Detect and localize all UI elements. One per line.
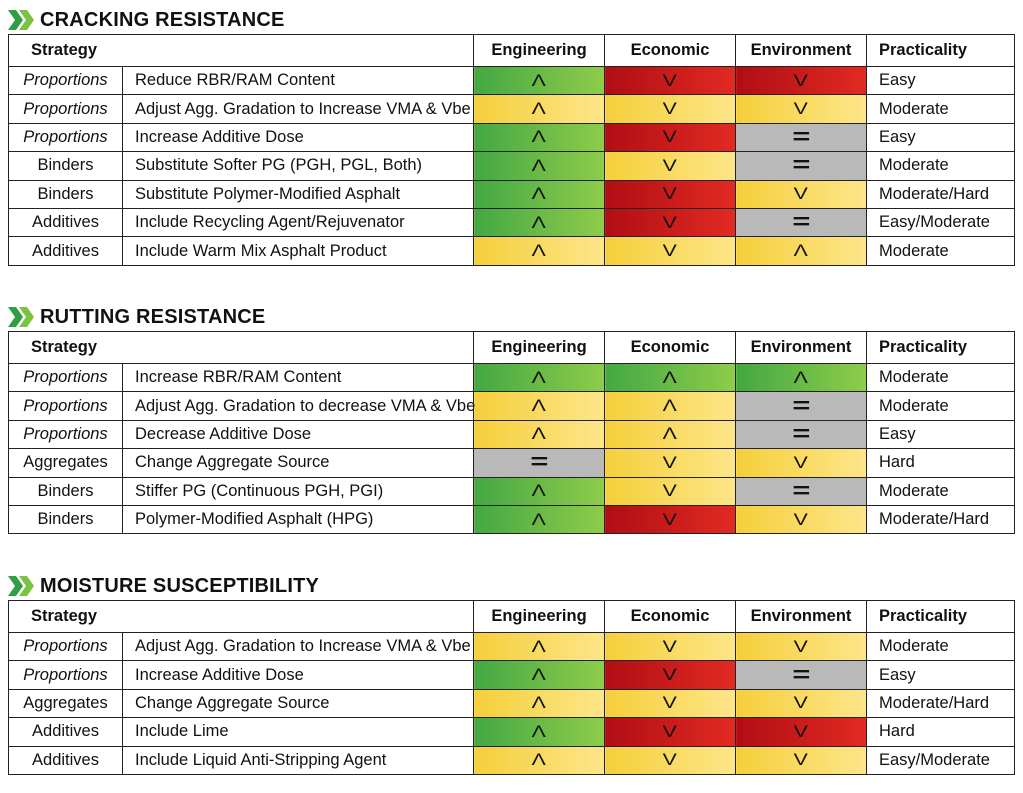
- category-cell: Aggregates: [9, 449, 123, 477]
- table-row: [9, 67, 1015, 95]
- table-row: [9, 364, 1015, 392]
- header-environment: Environment: [736, 601, 867, 633]
- table-row: [9, 420, 1015, 448]
- engineering-rating-cell: [474, 449, 605, 477]
- description-cell: Change Aggregate Source: [123, 689, 474, 717]
- practicality-cell: Moderate: [867, 95, 1015, 123]
- environment-rating-symbol: =: [791, 420, 810, 446]
- engineering-rating-cell: [474, 718, 605, 746]
- engineering-rating-symbol: Λ: [531, 509, 547, 529]
- practicality-cell: Easy/Moderate: [867, 208, 1015, 236]
- environment-rating-symbol: V: [793, 99, 809, 119]
- environment-rating-symbol: V: [793, 509, 809, 529]
- economic-rating-cell: [605, 689, 736, 717]
- description-cell: Adjust Agg. Gradation to decrease VMA & Vbe: [123, 392, 474, 420]
- table-row: [9, 746, 1015, 774]
- header-engineering: Engineering: [474, 601, 605, 633]
- section-title-text: RUTTING RESISTANCE: [40, 305, 266, 328]
- economic-rating-symbol: V: [662, 452, 678, 472]
- practicality-cell: Moderate: [867, 364, 1015, 392]
- description-cell: Increase RBR/RAM Content: [123, 364, 474, 392]
- engineering-rating-cell: [474, 420, 605, 448]
- category-cell: Proportions: [9, 633, 123, 661]
- description-cell: Include Lime: [123, 718, 474, 746]
- environment-rating-symbol: =: [791, 209, 810, 235]
- engineering-rating-cell: [474, 208, 605, 236]
- description-cell: Stiffer PG (Continuous PGH, PGI): [123, 477, 474, 505]
- environment-rating-symbol: V: [793, 750, 809, 770]
- header-environment: Environment: [736, 35, 867, 67]
- category-cell: Aggregates: [9, 689, 123, 717]
- header-environment: Environment: [736, 332, 867, 364]
- environment-rating-symbol: Λ: [793, 241, 809, 261]
- engineering-rating-cell: [474, 477, 605, 505]
- category-cell: Additives: [9, 746, 123, 774]
- engineering-rating-cell: [474, 152, 605, 180]
- section-moisture-susceptibility: [8, 572, 1014, 775]
- economic-rating-symbol: V: [662, 509, 678, 529]
- description-cell: Adjust Agg. Gradation to Increase VMA & Vbe: [123, 95, 474, 123]
- section-title-text: CRACKING RESISTANCE: [40, 8, 285, 31]
- practicality-cell: Moderate/Hard: [867, 180, 1015, 208]
- environment-rating-cell: [736, 420, 867, 448]
- practicality-cell: Easy: [867, 123, 1015, 151]
- table-row: [9, 449, 1015, 477]
- section-title: [8, 572, 1014, 600]
- engineering-rating-symbol: Λ: [531, 99, 547, 119]
- engineering-rating-symbol: Λ: [531, 636, 547, 656]
- description-cell: Reduce RBR/RAM Content: [123, 67, 474, 95]
- engineering-rating-cell: [474, 633, 605, 661]
- header-engineering: Engineering: [474, 35, 605, 67]
- practicality-cell: Hard: [867, 449, 1015, 477]
- category-cell: Additives: [9, 718, 123, 746]
- category-cell: Binders: [9, 152, 123, 180]
- economic-rating-symbol: V: [662, 665, 678, 685]
- economic-rating-symbol: V: [662, 636, 678, 656]
- section-cracking-resistance: [8, 6, 1014, 266]
- economic-rating-cell: [605, 718, 736, 746]
- table-row: [9, 208, 1015, 236]
- environment-rating-cell: [736, 689, 867, 717]
- environment-rating-cell: [736, 180, 867, 208]
- category-cell: Proportions: [9, 392, 123, 420]
- header-row: [9, 332, 1015, 364]
- table-row: [9, 661, 1015, 689]
- category-cell: Binders: [9, 180, 123, 208]
- economic-rating-cell: [605, 633, 736, 661]
- engineering-rating-symbol: Λ: [531, 693, 547, 713]
- engineering-rating-cell: [474, 746, 605, 774]
- header-practicality: Practicality: [867, 35, 1015, 67]
- strategy-table: [8, 600, 1015, 775]
- environment-rating-cell: [736, 67, 867, 95]
- category-cell: Binders: [9, 505, 123, 533]
- engineering-rating-symbol: Λ: [531, 184, 547, 204]
- header-row: [9, 35, 1015, 67]
- economic-rating-symbol: Λ: [662, 424, 678, 444]
- category-cell: Proportions: [9, 123, 123, 151]
- economic-rating-cell: [605, 477, 736, 505]
- practicality-cell: Moderate: [867, 477, 1015, 505]
- practicality-cell: Easy: [867, 420, 1015, 448]
- economic-rating-symbol: V: [662, 155, 678, 175]
- economic-rating-cell: [605, 420, 736, 448]
- environment-rating-symbol: =: [791, 477, 810, 503]
- environment-rating-symbol: V: [793, 721, 809, 741]
- description-cell: Adjust Agg. Gradation to Increase VMA & Vbe: [123, 633, 474, 661]
- header-economic: Economic: [605, 332, 736, 364]
- environment-rating-symbol: Λ: [793, 367, 809, 387]
- category-cell: Proportions: [9, 95, 123, 123]
- header-economic: Economic: [605, 35, 736, 67]
- practicality-cell: Moderate: [867, 392, 1015, 420]
- economic-rating-symbol: V: [662, 481, 678, 501]
- table-row: [9, 123, 1015, 151]
- engineering-rating-symbol: Λ: [531, 665, 547, 685]
- engineering-rating-symbol: Λ: [531, 155, 547, 175]
- environment-rating-cell: [736, 95, 867, 123]
- category-cell: Proportions: [9, 67, 123, 95]
- description-cell: Polymer-Modified Asphalt (HPG): [123, 505, 474, 533]
- header-strategy: Strategy: [9, 601, 474, 633]
- environment-rating-cell: [736, 123, 867, 151]
- category-cell: Proportions: [9, 420, 123, 448]
- header-strategy: Strategy: [9, 332, 474, 364]
- practicality-cell: Moderate: [867, 633, 1015, 661]
- economic-rating-symbol: V: [662, 99, 678, 119]
- table-row: [9, 633, 1015, 661]
- engineering-rating-symbol: =: [529, 449, 548, 475]
- economic-rating-symbol: V: [662, 241, 678, 261]
- section-title: [8, 303, 1014, 331]
- table-row: [9, 477, 1015, 505]
- economic-rating-symbol: Λ: [662, 396, 678, 416]
- engineering-rating-cell: [474, 123, 605, 151]
- description-cell: Include Liquid Anti-Stripping Agent: [123, 746, 474, 774]
- economic-rating-cell: [605, 661, 736, 689]
- economic-rating-cell: [605, 152, 736, 180]
- engineering-rating-symbol: Λ: [531, 721, 547, 741]
- header-engineering: Engineering: [474, 332, 605, 364]
- double-chevron-icon: [8, 306, 34, 328]
- engineering-rating-cell: [474, 661, 605, 689]
- category-cell: Binders: [9, 477, 123, 505]
- engineering-rating-cell: [474, 392, 605, 420]
- economic-rating-cell: [605, 95, 736, 123]
- economic-rating-symbol: V: [662, 212, 678, 232]
- category-cell: Additives: [9, 237, 123, 265]
- engineering-rating-cell: [474, 689, 605, 717]
- economic-rating-symbol: Λ: [662, 367, 678, 387]
- strategy-table: [8, 34, 1015, 266]
- table-row: [9, 505, 1015, 533]
- description-cell: Decrease Additive Dose: [123, 420, 474, 448]
- environment-rating-symbol: V: [793, 693, 809, 713]
- economic-rating-cell: [605, 746, 736, 774]
- environment-rating-cell: [736, 364, 867, 392]
- header-strategy: Strategy: [9, 35, 474, 67]
- double-chevron-icon: [8, 9, 34, 31]
- engineering-rating-symbol: Λ: [531, 481, 547, 501]
- engineering-rating-symbol: Λ: [531, 212, 547, 232]
- environment-rating-symbol: =: [791, 152, 810, 178]
- strategy-table: [8, 331, 1015, 534]
- economic-rating-cell: [605, 364, 736, 392]
- environment-rating-cell: [736, 746, 867, 774]
- engineering-rating-cell: [474, 505, 605, 533]
- environment-rating-cell: [736, 237, 867, 265]
- section-title: [8, 6, 1014, 34]
- environment-rating-symbol: V: [793, 184, 809, 204]
- header-economic: Economic: [605, 601, 736, 633]
- section-rutting-resistance: [8, 303, 1014, 534]
- table-row: [9, 718, 1015, 746]
- double-chevron-icon: [8, 575, 34, 597]
- economic-rating-cell: [605, 67, 736, 95]
- engineering-rating-cell: [474, 67, 605, 95]
- table-row: [9, 152, 1015, 180]
- economic-rating-cell: [605, 449, 736, 477]
- description-cell: Include Recycling Agent/Rejuvenator: [123, 208, 474, 236]
- category-cell: Additives: [9, 208, 123, 236]
- environment-rating-cell: [736, 718, 867, 746]
- economic-rating-cell: [605, 505, 736, 533]
- economic-rating-symbol: V: [662, 750, 678, 770]
- engineering-rating-cell: [474, 237, 605, 265]
- table-row: [9, 689, 1015, 717]
- description-cell: Increase Additive Dose: [123, 661, 474, 689]
- description-cell: Substitute Polymer-Modified Asphalt: [123, 180, 474, 208]
- economic-rating-symbol: V: [662, 70, 678, 90]
- environment-rating-symbol: V: [793, 636, 809, 656]
- engineering-rating-cell: [474, 364, 605, 392]
- practicality-cell: Moderate: [867, 152, 1015, 180]
- category-cell: Proportions: [9, 364, 123, 392]
- environment-rating-symbol: =: [791, 123, 810, 149]
- engineering-rating-symbol: Λ: [531, 127, 547, 147]
- section-title-text: MOISTURE SUSCEPTIBILITY: [40, 574, 320, 597]
- table-row: [9, 180, 1015, 208]
- engineering-rating-symbol: Λ: [531, 70, 547, 90]
- environment-rating-cell: [736, 152, 867, 180]
- practicality-cell: Moderate/Hard: [867, 689, 1015, 717]
- economic-rating-symbol: V: [662, 721, 678, 741]
- engineering-rating-symbol: Λ: [531, 367, 547, 387]
- economic-rating-cell: [605, 123, 736, 151]
- header-row: [9, 601, 1015, 633]
- practicality-cell: Moderate/Hard: [867, 505, 1015, 533]
- environment-rating-cell: [736, 633, 867, 661]
- practicality-cell: Easy: [867, 661, 1015, 689]
- economic-rating-symbol: V: [662, 693, 678, 713]
- economic-rating-symbol: V: [662, 127, 678, 147]
- environment-rating-cell: [736, 661, 867, 689]
- practicality-cell: Easy: [867, 67, 1015, 95]
- economic-rating-cell: [605, 208, 736, 236]
- header-practicality: Practicality: [867, 332, 1015, 364]
- economic-rating-cell: [605, 237, 736, 265]
- environment-rating-cell: [736, 392, 867, 420]
- description-cell: Include Warm Mix Asphalt Product: [123, 237, 474, 265]
- economic-rating-cell: [605, 392, 736, 420]
- environment-rating-cell: [736, 449, 867, 477]
- environment-rating-symbol: =: [791, 392, 810, 418]
- environment-rating-symbol: V: [793, 70, 809, 90]
- engineering-rating-symbol: Λ: [531, 424, 547, 444]
- engineering-rating-symbol: Λ: [531, 241, 547, 261]
- economic-rating-symbol: V: [662, 184, 678, 204]
- engineering-rating-symbol: Λ: [531, 396, 547, 416]
- category-cell: Proportions: [9, 661, 123, 689]
- description-cell: Change Aggregate Source: [123, 449, 474, 477]
- engineering-rating-cell: [474, 180, 605, 208]
- engineering-rating-symbol: Λ: [531, 750, 547, 770]
- practicality-cell: Moderate: [867, 237, 1015, 265]
- environment-rating-cell: [736, 505, 867, 533]
- economic-rating-cell: [605, 180, 736, 208]
- description-cell: Substitute Softer PG (PGH, PGL, Both): [123, 152, 474, 180]
- table-row: [9, 392, 1015, 420]
- environment-rating-symbol: V: [793, 452, 809, 472]
- environment-rating-cell: [736, 208, 867, 236]
- table-row: [9, 95, 1015, 123]
- header-practicality: Practicality: [867, 601, 1015, 633]
- practicality-cell: Hard: [867, 718, 1015, 746]
- practicality-cell: Easy/Moderate: [867, 746, 1015, 774]
- table-row: [9, 237, 1015, 265]
- description-cell: Increase Additive Dose: [123, 123, 474, 151]
- environment-rating-cell: [736, 477, 867, 505]
- engineering-rating-cell: [474, 95, 605, 123]
- environment-rating-symbol: =: [791, 661, 810, 687]
